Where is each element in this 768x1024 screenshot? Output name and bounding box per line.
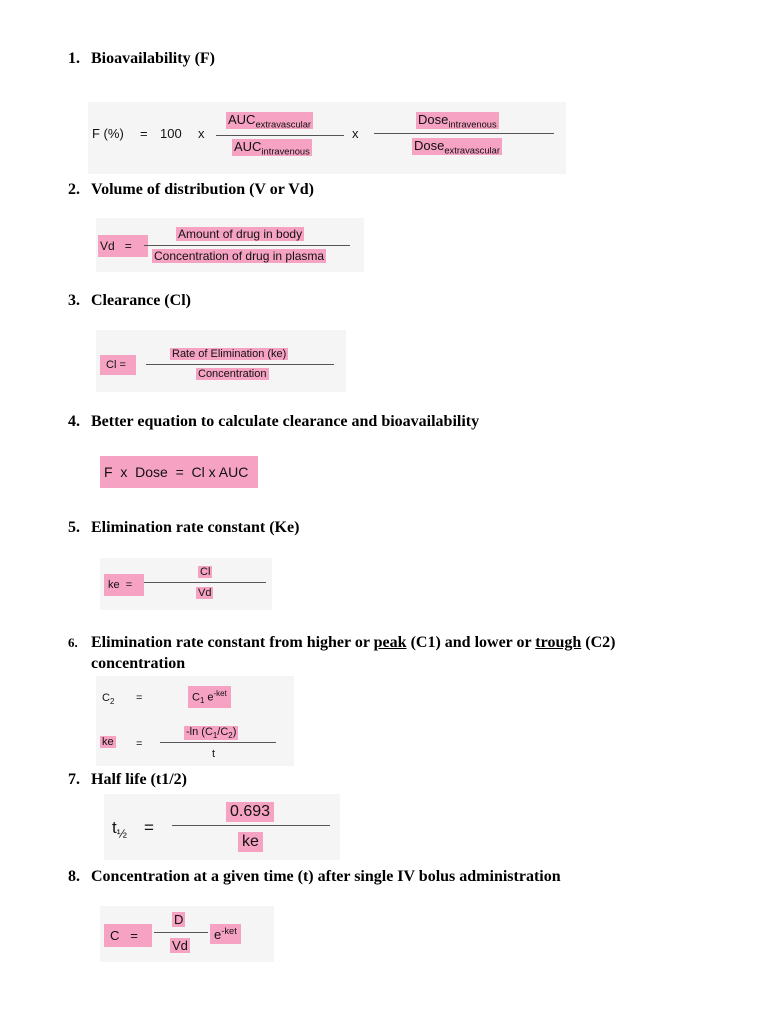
section-3-heading: 3. Clearance (Cl) xyxy=(68,292,191,309)
eq8-fraction-bar xyxy=(154,932,208,933)
eq1-auc-intravenous: $AUC_{intravenous}$ xyxy=(234,139,310,157)
eq1-dose-extravascular: Dose$_{extravascular}$ xyxy=(414,138,500,156)
eq3-lhs: Cl = xyxy=(100,355,136,375)
eq3-numerator: Rate of Elimination (ke) xyxy=(172,348,287,360)
eq4-text: F x Dose = Cl x AUC xyxy=(104,464,249,480)
eq5-fraction-bar xyxy=(144,582,266,583)
eq7-fraction-bar xyxy=(172,825,330,826)
eq6-ke: ke xyxy=(102,736,114,748)
eq1-times-2: x xyxy=(352,126,359,141)
eq2-denominator: Concentration of drug in plasma xyxy=(154,249,325,263)
eq1-hundred: 100 xyxy=(160,126,182,141)
eq1-auc-extravascular: $AUC_{extravascular}$ xyxy=(228,112,312,130)
eq6-c2: $C_2$ xyxy=(102,692,115,706)
section-2-heading: 2. Volume of distribution (V or Vd) xyxy=(68,181,314,198)
eq5-numerator: Cl xyxy=(200,566,211,578)
eq5-denominator: Vd xyxy=(198,587,212,599)
eq5-lhs: ke = xyxy=(104,574,144,596)
eq6-ln-ratio: -ln $(C_1/C_2)$ xyxy=(186,726,237,740)
eq8-lhs: C = xyxy=(104,924,152,947)
eq6-equals-1: = xyxy=(136,692,143,704)
elimination-rate-constant-equation xyxy=(100,558,272,610)
eq1-dose-intravenous: Dose$_{intravenous}$ xyxy=(418,112,497,130)
eq2-lhs: Vd = xyxy=(98,235,148,257)
eq2-fraction-bar xyxy=(144,245,350,246)
section-1-heading: 1. Bioavailability (F) xyxy=(68,50,215,67)
section-5-heading: 5. Elimination rate constant (Ke) xyxy=(68,519,300,536)
eq8-exponential: $e^{-ket}$ xyxy=(210,924,241,944)
eq3-fraction-bar xyxy=(146,364,334,365)
eq1-fraction-bar-2 xyxy=(374,133,554,134)
eq6-t: t xyxy=(212,748,216,760)
section-7-heading: 7. Half life (t1/2) xyxy=(68,771,187,788)
eq3-denominator: Concentration xyxy=(198,368,267,380)
eq8-numerator: D xyxy=(174,912,184,927)
eq6-equals-2: = xyxy=(136,738,143,750)
eq1-fraction-bar-1 xyxy=(216,135,344,136)
eq7-lhs: $t_{\frac{1}{2}}$ xyxy=(112,818,127,841)
eq1-times-1: x xyxy=(198,126,205,141)
eq2-numerator: Amount of drug in body xyxy=(178,227,303,241)
volume-of-distribution-equation xyxy=(96,218,364,272)
half-life-equation xyxy=(104,794,340,860)
eq7-denominator: ke xyxy=(238,832,263,852)
eq1-lhs: F (%) xyxy=(92,126,124,141)
peak-trough-equations xyxy=(96,676,294,766)
dose-clearance-equation xyxy=(100,456,258,488)
clearance-equation xyxy=(96,330,346,392)
section-6-heading: 6. Elimination rate constant from higher or peak (C1) and lower or trough (C2) concentration xyxy=(68,634,616,672)
section-4-heading: 4. Better equation to calculate clearance and bioavailability xyxy=(68,413,480,430)
eq1-equals: = xyxy=(140,126,148,141)
eq8-denominator: Vd xyxy=(172,938,188,953)
section-8-heading: 8. Concentration at a given time (t) after single IV bolus administration xyxy=(68,868,561,885)
eq6-c1-exp: $C_1$ $e^{-ket}$ xyxy=(188,686,231,708)
bioavailability-equation xyxy=(88,102,566,174)
eq6-fraction-bar xyxy=(160,742,276,743)
eq7-equals: = xyxy=(144,818,154,837)
iv-bolus-concentration-equation xyxy=(100,906,274,962)
eq7-numerator: 0.693 xyxy=(226,802,274,822)
